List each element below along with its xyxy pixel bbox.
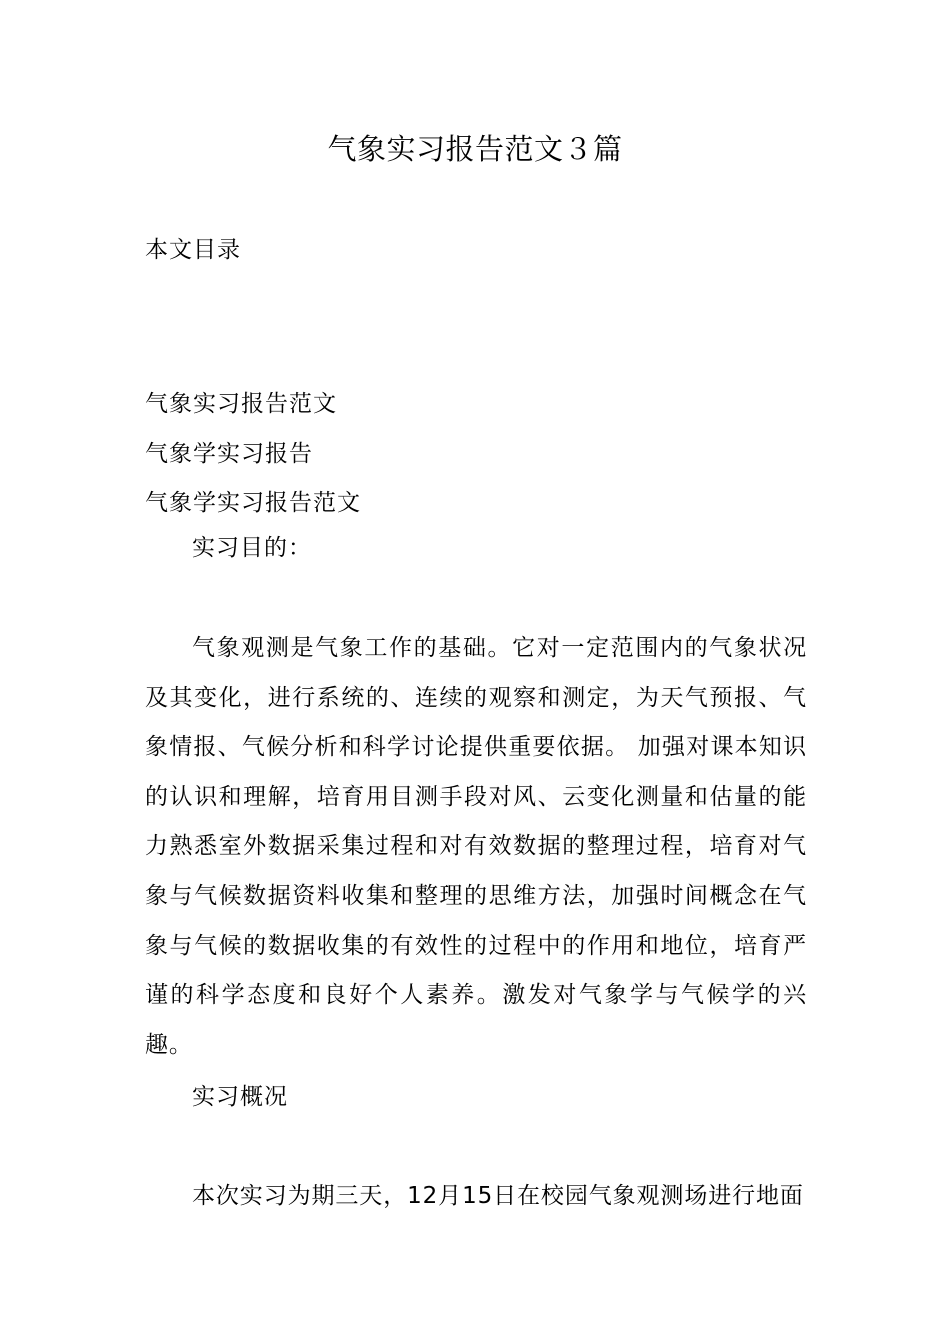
toc-item[interactable]: 气象学实习报告范文 bbox=[145, 490, 361, 516]
toc-list bbox=[145, 380, 361, 529]
toc-heading: 本文目录 bbox=[145, 237, 241, 263]
overview-paragraph: 本次实习为期三天，12月15日在校园气象观测场进行地面 bbox=[192, 1183, 804, 1209]
document-title: 气象实习报告范文３篇 bbox=[327, 132, 623, 166]
purpose-heading: 实习目的： bbox=[192, 535, 312, 561]
overview-heading: 实习概况 bbox=[192, 1084, 288, 1110]
toc-item[interactable]: 气象实习报告范文 bbox=[145, 391, 337, 417]
purpose-paragraph: 气象观测是气象工作的基础。它对一定范围内的气象状况及其变化，进行系统的、连续的观察和测定，为天气预报、气象情报、气候分析和科学讨论提供重要依据。 加强对课本知识的认识和理解，培育用目测手段对风、云变化测量和估量的能力熟悉室外数据采集过程和对有效数据的整理过程，培育对气象与气候数据资料收集和整理的思维方法，加强时间概念在气象与气候的数据收集的有效性的过程中的作用和地位，培育严谨的科学态度和良好个人素养。激发对气象学与气候学的兴趣。 bbox=[145, 635, 807, 1058]
toc-item[interactable]: 气象学实习报告 bbox=[145, 440, 313, 467]
